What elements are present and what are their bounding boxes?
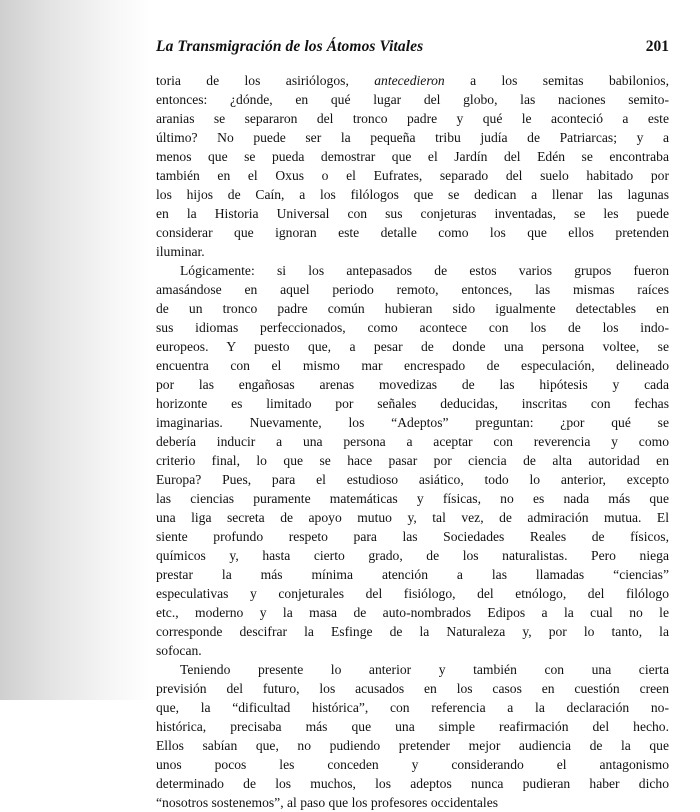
text-line: que, la “dificultad histórica”, con referencia a la declaración no-: [156, 700, 669, 715]
text-line: unos pocos les conceden y considerando el antagonismo: [156, 757, 669, 772]
text-line: horizonte es limitado por señales deducidas, inscritas con fechas: [156, 396, 669, 411]
text-line: toria de los asiriólogos, antecedieron a los semitas babilonios,: [156, 73, 669, 88]
text-line: aranias se separaron del tronco padre y qué le aconteció a este: [156, 111, 669, 126]
text-line: químicos y, hasta cierto grado, de los naturalistas. Pero niega: [156, 548, 669, 563]
text-line: Ellos sabían que, no pudiendo pretender mejor audiencia de la que: [156, 738, 669, 753]
text-line: Europa? Pues, para el estudioso asiático, todo lo anterior, excepto: [156, 472, 669, 487]
text-line: por las engañosas arenas movedizas de las hipótesis y cada: [156, 377, 669, 392]
text-line: europeos. Y puesto que, a pesar de donde una persona voltee, se: [156, 339, 669, 354]
text-line: también en el Oxus o el Eufrates, separado del suelo habitado por: [156, 168, 669, 183]
text-line: sofocan.: [156, 643, 202, 658]
text-line: “nosotros sostenemos”, al paso que los profesores occidentales: [156, 795, 499, 810]
text-line: en la Historia Universal con sus conjeturas inventadas, se les puede: [156, 206, 669, 221]
text-line: debería inducir a una persona a aceptar con reverencia y como: [156, 434, 669, 449]
text-line: determinado de los muchos, los adeptos nunca pudieran haber dicho: [156, 776, 669, 791]
paragraph-2: [156, 261, 669, 660]
text-line: Teniendo presente lo anterior y también con una cierta: [180, 662, 669, 677]
text-line: corresponde descifrar la Esfinge de la Naturaleza y, por lo tanto, la: [156, 624, 669, 639]
text-line: siente profundo respeto para las Sociedades Reales de físicos,: [156, 529, 669, 544]
text-line: amasándose en aquel periodo remoto, entonces, las mismas raíces: [156, 282, 669, 297]
text-line: especulativas y conjeturales del fisiólogo, del etnólogo, del filólogo: [156, 586, 669, 601]
text-line: de un tronco padre común hubieran sido igualmente detectables en: [156, 301, 669, 316]
text-line: criterio final, lo que se hace pasar por ciencia de alta autoridad en: [156, 453, 669, 468]
text-line: considerar que ignoran este detalle como los que ellos pretenden: [156, 225, 669, 240]
text-line: encuentra con el mismo mar encrespado de especulación, delineado: [156, 358, 669, 373]
text-line: último? No puede ser la pequeña tribu judía de Patriarcas; y a: [156, 130, 669, 145]
text-line: etc., moderno y la masa de auto-nombrados Edipos a la cual no le: [156, 605, 669, 620]
paragraph-3: [156, 660, 669, 812]
text-line: histórica, precisaba más que una simple reafirmación del hecho.: [156, 719, 669, 734]
page-gutter-shadow: [0, 0, 150, 700]
text-line: iluminar.: [156, 244, 205, 259]
text-line: las ciencias puramente matemáticas y físicas, no es nada más que: [156, 491, 669, 506]
text-line: prestar la más mínima atención a las llamadas “ciencias”: [156, 567, 669, 582]
text-line: previsión del futuro, los acusados en los casos en cuestión creen: [156, 681, 669, 696]
paragraph-1: [156, 71, 669, 261]
running-title: La Transmigración de los Átomos Vitales: [156, 38, 424, 55]
text-line: Lógicamente: si los antepasados de estos varios grupos fueron: [180, 263, 669, 278]
page-number: 201: [645, 38, 669, 55]
text-line: una liga secreta de apoyo mutuo y, tal vez, de admiración mutua. El: [156, 510, 669, 525]
text-line: menos que se pueda demostrar que el Jardín del Edén se encontraba: [156, 149, 669, 164]
page-body-text: [156, 71, 669, 812]
text-line: imaginarias. Nuevamente, los “Adeptos” preguntan: ¿por qué se: [156, 415, 669, 430]
text-line: sus idiomas perfeccionados, como acontece con los de los indo-: [156, 320, 669, 335]
text-line: los hijos de Caín, a los filólogos que se dedican a llenar las lagunas: [156, 187, 669, 202]
text-line: entonces: ¿dónde, en qué lugar del globo, las naciones semito-: [156, 92, 669, 107]
running-header: [156, 38, 669, 56]
book-page: [150, 0, 675, 810]
